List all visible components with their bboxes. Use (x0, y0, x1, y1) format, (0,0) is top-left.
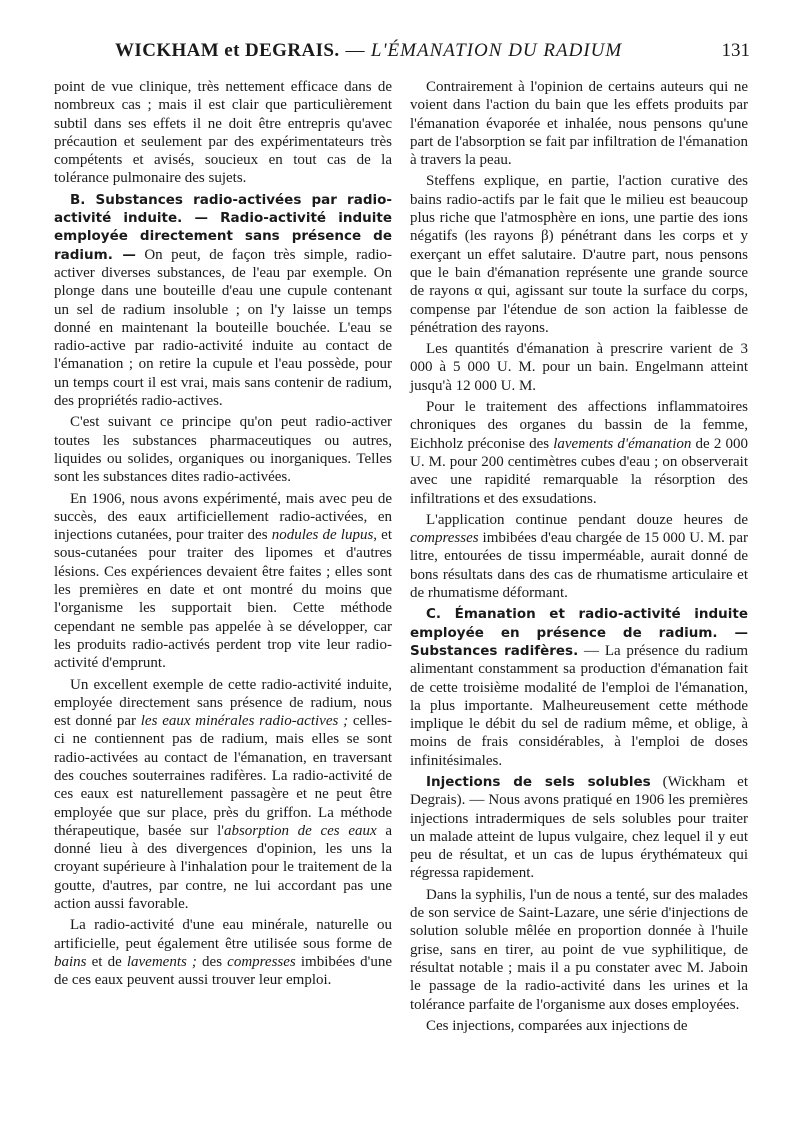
paragraph: Contrairement à l'opinion de certains auteurs qui ne voient dans l'action du bain que les effets produits par l'émanation évaporée et inhalée, nous pensons qu'une part de l'absorption se fait par infiltration de l'émanation à travers la peau. (410, 79, 748, 169)
paragraph-text: celles-ci ne contiennent pas de radium, mais elles se sont radio-activées au contact de l'émanation, en traversant des couches souterraines radifères. La radio-activité de ces eaux est naturellement passagère et ne peut être employée que sur place, près du griffon. La méthode thérapeutique, basée sur l' (54, 713, 392, 839)
section-heading-b: B. Substances radio-activées par radio-activité induite. — Radio-activité induite employée directement sans présence de radium. — (54, 191, 392, 263)
paragraph (54, 191, 392, 411)
italic-term: les eaux minérales radio-actives ; (140, 713, 349, 730)
header-authors: WICKHAM et DEGRAIS. (115, 40, 340, 61)
paragraph-text: a donné lieu à des divergences d'opinion, les uns la croyant supérieure à l'inhalation pour le traitement de la goutte, d'autres, par contre, ne lui accordant pas une action aussi favorable. (54, 822, 392, 913)
right-column (410, 78, 748, 1035)
paragraph-text: de 2 000 U. M. pour 200 centimètres cubes d'eau ; on observerait avec une rapidité remarquable la résorption des infiltrations et des exsudations. (410, 435, 749, 507)
paragraph: point de vue clinique, très nettement efficace dans de nombreux cas ; mais il est clair que particulièrement subtil dans ses effets il ne doit être entrepris qu'avec précaution et seulement par des expérimentateurs très compétents et avisés, soucieux en tout cas de la tolérance pulmonaire des sujets. (54, 79, 392, 187)
running-header (60, 40, 750, 74)
paragraph: Dans la syphilis, l'un de nous a tenté, sur des malades de son service de Saint-Lazare, une série d'injections de solution soluble mêlée en proportion donnée à l'huile grise, sans en tirer, au point de vue syphilitique, de résultat notable ; mais il a pu constater avec M. Jaboin le passage de la radio-activité dans les urines et la tolérance parfaite de l'organisme aux doses employées. (410, 886, 748, 1013)
paragraph (410, 605, 748, 770)
paragraph-text: des (196, 953, 228, 970)
paragraph-text: En 1906, nous avons expérimenté, mais avec peu de succès, des eaux artificiellement radio-activées, en injections cutanées, pour traiter des (54, 490, 392, 544)
paragraph-text: imbibées d'eau chargée de 15 000 U. M. par litre, entourées de tissu imperméable, aurait donné de bons résultats dans des cas de rhumatisme articulaire et de rhumatisme déformant. (410, 530, 748, 602)
paragraph: C'est suivant ce principe qu'on peut radio-activer toutes les substances pharmaceutiques ou autres, liquides ou solides, organiques ou inorganiques. Telles sont les substances dites radio-activées. (54, 414, 392, 486)
paragraph: Ces injections, comparées aux injections de (426, 1017, 688, 1034)
paragraph-text: On peut, de façon très simple, radio-activer diverses substances, de l'eau par exemple. On plonge dans une bouteille d'eau une cupule contenant un sel de radium insoluble ; on l'y laisse un temps donné en maintenant la bouteille bouchée. L'eau se radio-active par radio-activité induite au contact de l'émanation ; on retire la cupule et l'eau possède, pour un temps court il est vrai, mais sans contenir de radium, des propriétés radio-actives. (54, 246, 392, 410)
paragraph (410, 773, 748, 883)
italic-term: compresses (410, 530, 479, 547)
italic-term: lavements ; (126, 953, 197, 970)
italic-term: nodules de lupus (271, 527, 374, 544)
italic-term: bains (54, 953, 87, 970)
page-number: 131 (721, 40, 750, 61)
paragraph-text: imbibées d'une de ces eaux peuvent aussi trouver leur emploi. (54, 953, 393, 989)
italic-term: compresses (227, 953, 296, 970)
paragraph (410, 398, 748, 508)
paragraph-text: , et sous-cutanées pour traiter des lipomes et d'autres lésions. Ces expériences devaient être faites ; elles sont les premières en date et ont montré du moins que l'organisme les supportait bien. Cette méthode cependant ne semble pas appelée à se développer, car les produits radio-activés perdent trop vite leur radio-activité d'emprunt. (54, 527, 393, 672)
subheading-injections: Injections de sels solubles (426, 773, 651, 790)
paragraph-text: Un excellent exemple de cette radio-activité induite, employée directement sans présence de radium, nous est donné par (54, 676, 392, 730)
paragraph (54, 916, 392, 989)
left-column (54, 78, 392, 990)
paragraph (54, 676, 392, 914)
header-subject: L'ÉMANATION DU RADIUM (370, 40, 623, 61)
section-heading-c: C. Émanation et radio-activité induite employée en présence de radium. — Substances radifères. (410, 606, 748, 659)
paragraph-text: L'application continue pendant douze heures de (426, 511, 748, 528)
paragraph: Steffens explique, en partie, l'action curative des bains radio-actifs par le fait que le milieu est beaucoup plus riche que l'atmosphère en ions, une partie des ions négatifs (les rayons β) pénétrant dans les corps et y exerçant un effet salutaire. D'autre part, nous pensons que le bain d'émanation représente une grande source de rayons α qui, agissant sur toute la surface du corps, compense par l'étendue de son action la faiblesse de pénétration des rayons. (410, 173, 748, 336)
paragraph: Les quantités d'émanation à prescrire varient de 3 000 à 5 000 U. M. pour un bain. Engelmann atteint jusqu'à 12 000 U. M. (410, 341, 748, 394)
paragraph-text: Pour le traitement des affections inflammatoires chroniques des organes du bassin de la femme, Eichholz préconise des (410, 399, 748, 452)
italic-term: lavements d'émanation (553, 435, 692, 452)
paragraph-text: La radio-activité d'une eau minérale, naturelle ou artificielle, peut également être utilisée sous forme de (54, 917, 392, 952)
italic-term: absorption de ces eaux (223, 822, 377, 839)
running-title (115, 40, 622, 62)
paragraph (410, 511, 748, 602)
paragraph-text: et de (86, 953, 127, 970)
paragraph-text: (Wickham et Degrais). — Nous avons pratiqué en 1906 les premières injections intradermiques de sels solubles pour traiter un malade atteint de lupus vulgaire, chez lequel il y eut peu de résultat, et un cas de lupus érythémateux qui régressa rapidement. (410, 773, 748, 882)
paragraph (54, 490, 392, 673)
paragraph-text: — La présence du radium alimentant constamment sa production d'émanation fait de cette troisième modalité de l'emploi de l'émanation, la plus importante. Malheureusement cette méthode implique le débit du sel de radium même, et oblige, à moins de frais considérables, à l'emploi de doses infinitésimales. (410, 642, 748, 769)
header-separator: — (345, 40, 365, 61)
